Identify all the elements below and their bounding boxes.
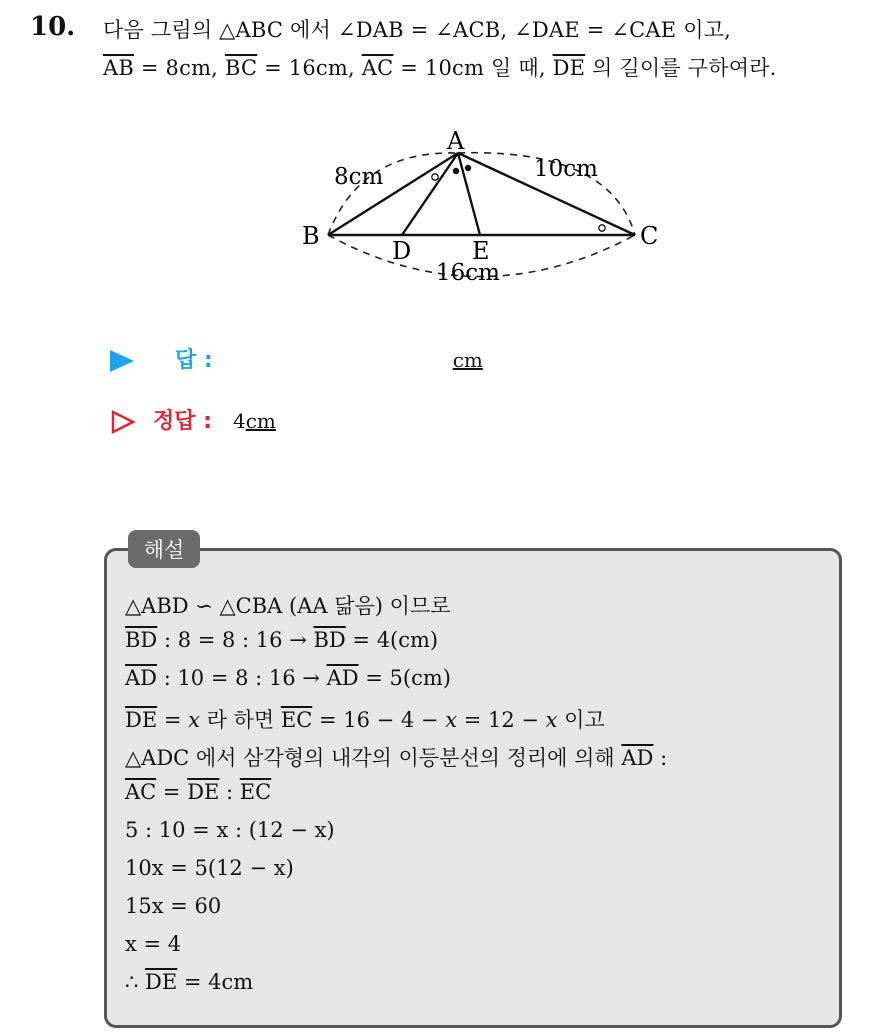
variable-x: x <box>188 708 200 732</box>
text-part: 이고 <box>557 708 605 732</box>
segment-ad: $\overline{AD}$ <box>125 666 158 690</box>
solution-line-1: △ABD ∽ △CBA (AA 닮음) 이므로 <box>125 594 451 618</box>
text-part: = <box>156 780 188 804</box>
point-e-label: E <box>472 237 490 265</box>
angle-mark-acb <box>599 225 605 231</box>
segment-ad: $\overline{AD}$ <box>621 746 654 770</box>
segment-de: $\overline{DE}$ <box>187 780 220 804</box>
ratio-text: : 8 = 8 : 16 → <box>157 628 314 652</box>
segment-ac: $\overline{AC}$ <box>125 780 157 804</box>
segment-de: $\overline{DE}$ <box>552 56 586 80</box>
variable-x: x <box>545 708 558 732</box>
correct-answer-value: 4 <box>232 409 246 433</box>
answer-row <box>110 343 483 374</box>
text-part: 라 하면 <box>199 708 281 732</box>
solution-line-10: x = 4 <box>125 932 182 956</box>
segment-ec: $\overline{EC}$ <box>280 708 313 732</box>
solution-line-11 <box>125 970 253 994</box>
solution-line-4 <box>125 704 605 734</box>
segment-ac: $\overline{AC}$ <box>361 56 394 80</box>
point-d-label: D <box>392 237 412 265</box>
text-part: : <box>653 746 668 770</box>
question-line-2 <box>103 52 777 82</box>
angle-mark-cae <box>465 165 471 171</box>
segment-ec: $\overline{EC}$ <box>239 780 272 804</box>
answer-label: 답 : <box>175 348 213 373</box>
segment-bc: $\overline{BC}$ <box>224 56 258 80</box>
correct-answer-unit: cm <box>245 409 276 433</box>
length-ab-label: 8cm <box>334 164 384 190</box>
text-part: △ADC 에서 삼각형의 내각의 이등분선의 정리에 의해 <box>125 746 622 770</box>
solution-line-9: 15x = 60 <box>125 894 222 918</box>
bc-value: = 16cm, <box>257 56 362 80</box>
question-number: 10. <box>30 12 76 42</box>
text-part: : <box>219 780 240 804</box>
solution-line-2 <box>125 628 438 652</box>
answer-unit: cm <box>452 348 483 372</box>
segment-ab: $\overline{AB}$ <box>103 56 134 80</box>
solution-line-8: 10x = 5(12 − x) <box>125 856 294 880</box>
solution-tag: 해설 <box>128 530 200 568</box>
question-tail: 의 길이를 구하여라. <box>585 56 777 80</box>
correct-answer-row <box>110 404 276 435</box>
solution-line-6 <box>125 780 271 804</box>
variable-x: x <box>445 708 458 732</box>
vertex-a-label: A <box>447 127 465 155</box>
solution-line-5 <box>125 742 667 772</box>
angle-mark-dab <box>432 174 438 180</box>
result-text: = 5(cm) <box>358 666 451 690</box>
segment-bd: $\overline{BD}$ <box>313 628 346 652</box>
ac-value: = 10cm 일 때, <box>393 56 553 80</box>
segment-ad: $\overline{AD}$ <box>326 666 359 690</box>
segment-de: $\overline{DE}$ <box>125 708 158 732</box>
segment-de: $\overline{DE}$ <box>145 970 178 994</box>
equals-text: = <box>157 708 189 732</box>
therefore-symbol: ∴ <box>125 970 146 994</box>
final-result: = 4cm <box>177 970 254 994</box>
text-part: = 12 − <box>457 708 546 732</box>
correct-answer-label: 정답 : <box>153 409 212 434</box>
angle-mark-dae <box>453 168 459 174</box>
solution-line-7: 5 : 10 = x : (12 − x) <box>125 818 335 842</box>
segment-ad <box>402 153 458 235</box>
vertex-c-label: C <box>640 222 659 250</box>
result-text: = 4(cm) <box>345 628 439 652</box>
ab-value: = 8cm, <box>134 56 225 80</box>
segment-bd: $\overline{BD}$ <box>125 628 158 652</box>
length-bc-label: 16cm <box>436 260 500 286</box>
triangle-figure <box>290 120 680 295</box>
question-line-1: 다음 그림의 △ABC 에서 ∠DAB = ∠ACB, ∠DAE = ∠CAE 이고, <box>103 18 732 42</box>
solution-line-3 <box>125 666 451 690</box>
vertex-b-label: B <box>302 222 320 250</box>
outline-arrow-icon <box>110 409 136 435</box>
ratio-text: : 10 = 8 : 16 → <box>157 666 327 690</box>
text-part: = 16 − 4 − <box>312 708 446 732</box>
play-arrow-icon <box>110 350 134 372</box>
length-ac-label: 10cm <box>534 156 598 182</box>
